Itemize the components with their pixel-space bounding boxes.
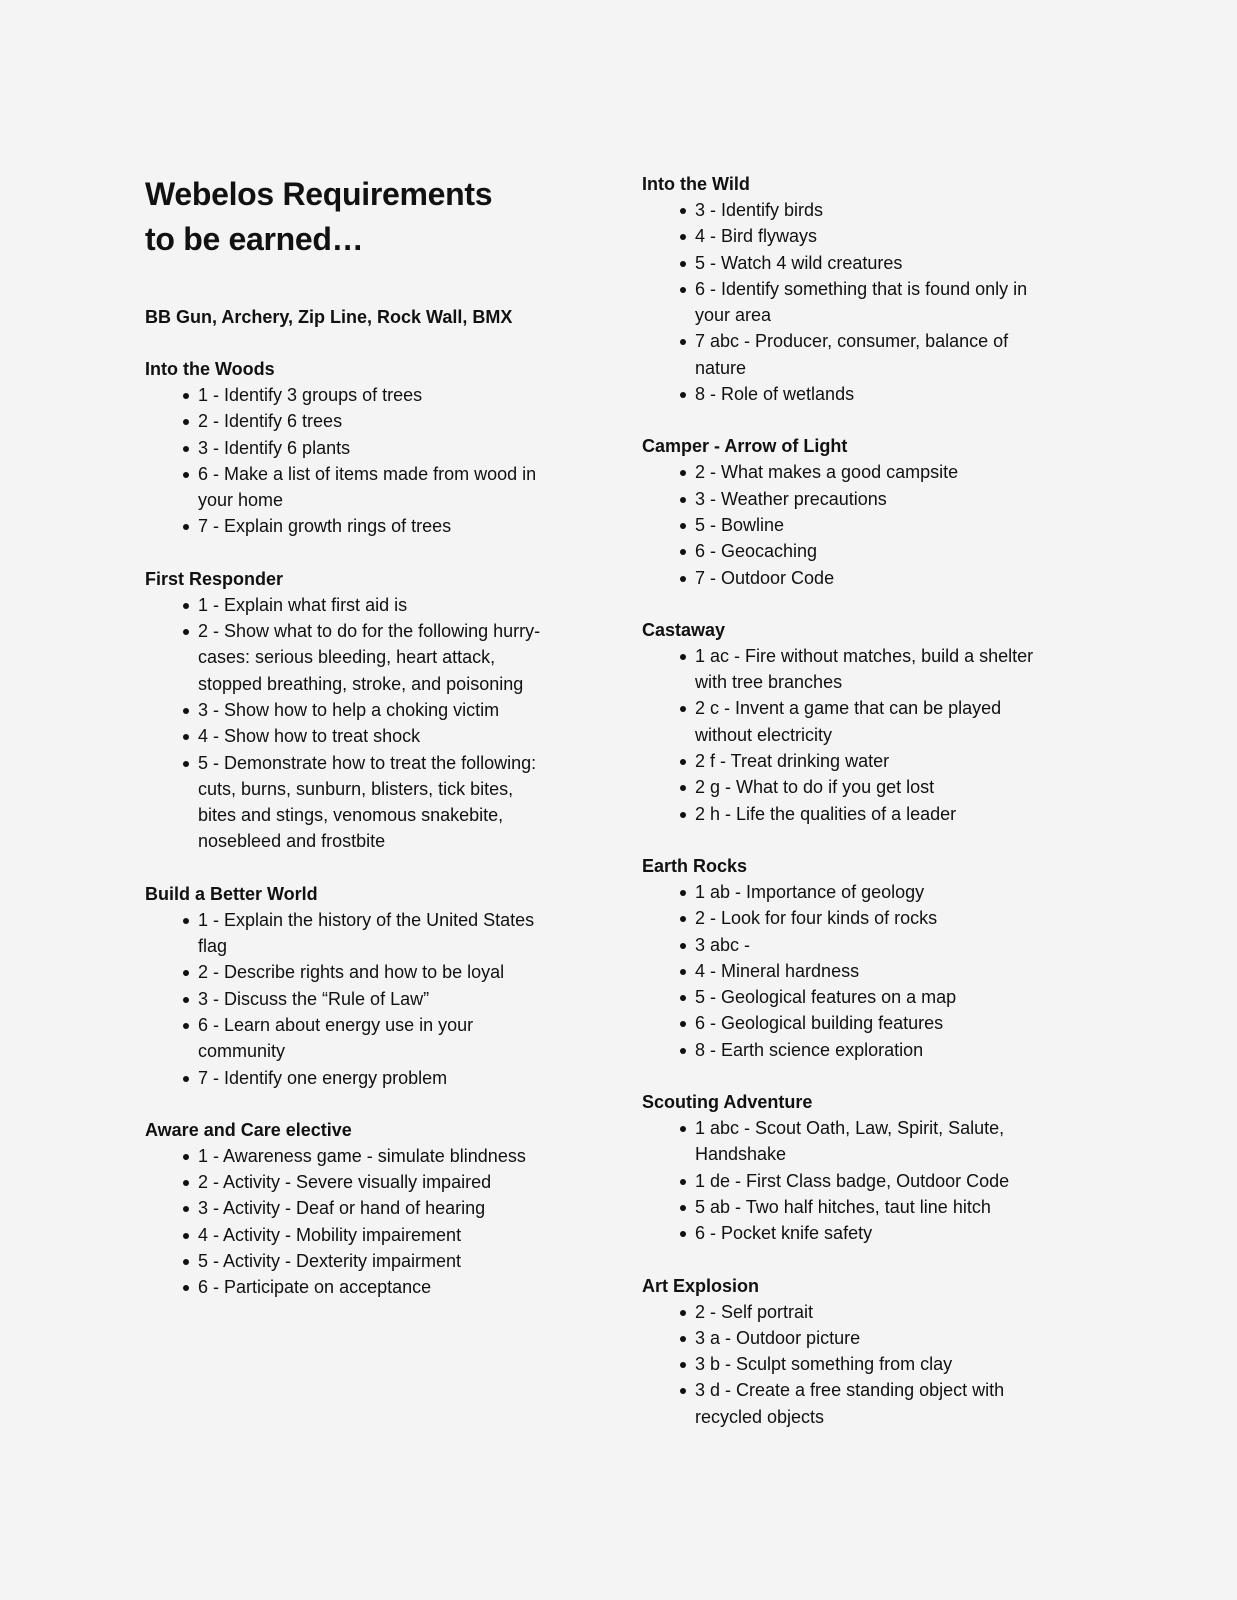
requirement-list xyxy=(642,1299,1062,1430)
requirement-item: 2 - Identify 6 trees xyxy=(198,408,545,434)
requirement-item: 7 - Explain growth rings of trees xyxy=(198,513,545,539)
section-title: Into the Woods xyxy=(145,359,275,379)
requirement-item: 6 - Learn about energy use in your community xyxy=(198,1012,545,1065)
page-title xyxy=(145,172,545,262)
title-line-2: to be earned… xyxy=(145,221,364,257)
section-title: Art Explosion xyxy=(642,1275,760,1296)
requirement-item: 1 - Explain the history of the United States flag xyxy=(198,907,545,960)
activities-heading: BB Gun, Archery, Zip Line, Rock Wall, BMX xyxy=(145,307,513,327)
requirement-item: 2 - Self portrait xyxy=(695,1299,1062,1325)
requirement-list xyxy=(642,459,1062,590)
requirement-item: 8 - Earth science exploration xyxy=(695,1037,1062,1063)
requirement-list xyxy=(642,643,1062,827)
requirement-section xyxy=(642,617,1062,827)
requirement-item: 3 - Identify 6 plants xyxy=(198,435,545,461)
requirement-item: 6 - Participate on acceptance xyxy=(198,1274,545,1300)
right-sections xyxy=(642,171,1062,1456)
requirement-item: 4 - Bird flyways xyxy=(695,223,1062,249)
requirement-item: 6 - Make a list of items made from wood in your home xyxy=(198,461,545,514)
left-sections xyxy=(145,356,545,1327)
requirement-item: 1 - Awareness game - simulate blindness xyxy=(198,1143,545,1169)
requirement-item: 4 - Activity - Mobility impairement xyxy=(198,1222,545,1248)
requirement-section xyxy=(642,1273,1062,1430)
requirement-item: 1 abc - Scout Oath, Law, Spirit, Salute, Handshake xyxy=(695,1115,1062,1168)
requirement-item: 5 - Watch 4 wild creatures xyxy=(695,250,1062,276)
requirement-item: 3 - Identify birds xyxy=(695,197,1062,223)
requirement-item: 2 - Describe rights and how to be loyal xyxy=(198,959,545,985)
title-line-1: Webelos Requirements xyxy=(145,176,493,212)
section-title: Scouting Adventure xyxy=(642,1092,813,1113)
requirement-item: 1 - Explain what first aid is xyxy=(198,592,545,618)
requirement-section xyxy=(145,1117,545,1301)
requirement-item: 2 - Show what to do for the following hurry-cases: serious bleeding, heart attack, stopped breathing, stroke, and poisoning xyxy=(198,618,545,697)
requirement-item: 3 - Discuss the “Rule of Law” xyxy=(198,986,545,1012)
requirement-item: 6 - Identify something that is found only in your area xyxy=(695,276,1062,329)
requirement-list xyxy=(642,1115,1062,1246)
requirement-list xyxy=(145,382,545,540)
requirement-item: 5 - Demonstrate how to treat the following: cuts, burns, sunburn, blisters, tick bites, bites and stings, venomous snakebite, nosebleed and frostbite xyxy=(198,750,545,855)
requirement-item: 2 c - Invent a game that can be played without electricity xyxy=(695,695,1062,748)
section-title: Earth Rocks xyxy=(642,855,748,876)
requirement-item: 2 - Activity - Severe visually impaired xyxy=(198,1169,545,1195)
requirement-item: 2 f - Treat drinking water xyxy=(695,748,1062,774)
requirement-item: 2 - What makes a good campsite xyxy=(695,459,1062,485)
section-title: Aware and Care elective xyxy=(145,1119,352,1140)
section-title: Castaway xyxy=(642,619,726,640)
requirement-list xyxy=(642,879,1062,1063)
requirement-item: 7 - Identify one energy problem xyxy=(198,1065,545,1091)
requirement-section xyxy=(642,433,1062,590)
requirement-item: 3 abc - xyxy=(695,932,1062,958)
requirement-item: 6 - Geocaching xyxy=(695,538,1062,564)
section-title: Into the Wild xyxy=(642,174,750,194)
requirement-list xyxy=(145,592,545,855)
requirement-item: 4 - Mineral hardness xyxy=(695,958,1062,984)
requirement-section xyxy=(145,356,545,540)
requirement-item: 1 ac - Fire without matches, build a shelter with tree branches xyxy=(695,643,1062,696)
requirement-section xyxy=(642,1089,1062,1246)
requirement-item: 5 - Bowline xyxy=(695,512,1062,538)
requirement-item: 8 - Role of wetlands xyxy=(695,381,1062,407)
requirement-item: 2 g - What to do if you get lost xyxy=(695,774,1062,800)
requirement-item: 2 h - Life the qualities of a leader xyxy=(695,801,1062,827)
requirement-item: 3 b - Sculpt something from clay xyxy=(695,1351,1062,1377)
requirement-item: 3 a - Outdoor picture xyxy=(695,1325,1062,1351)
section-title: Build a Better World xyxy=(145,883,318,904)
requirement-section xyxy=(642,171,1062,407)
requirement-item: 4 - Show how to treat shock xyxy=(198,723,545,749)
requirement-section xyxy=(145,881,545,1091)
requirement-item: 3 - Activity - Deaf or hand of hearing xyxy=(198,1195,545,1221)
requirement-item: 6 - Geological building features xyxy=(695,1010,1062,1036)
requirement-item: 5 - Geological features on a map xyxy=(695,984,1062,1010)
requirement-list xyxy=(642,197,1062,407)
section-title: Camper - Arrow of Light xyxy=(642,436,848,457)
requirement-item: 5 ab - Two half hitches, taut line hitch xyxy=(695,1194,1062,1220)
section-title: First Responder xyxy=(145,568,284,589)
requirement-item: 5 - Activity - Dexterity impairment xyxy=(198,1248,545,1274)
requirement-item: 3 d - Create a free standing object with recycled objects xyxy=(695,1377,1062,1430)
requirement-list xyxy=(145,1143,545,1301)
requirement-item: 1 - Identify 3 groups of trees xyxy=(198,382,545,408)
requirement-item: 3 - Weather precautions xyxy=(695,486,1062,512)
requirement-item: 1 ab - Importance of geology xyxy=(695,879,1062,905)
requirement-item: 2 - Look for four kinds of rocks xyxy=(695,905,1062,931)
requirement-item: 1 de - First Class badge, Outdoor Code xyxy=(695,1168,1062,1194)
requirement-item: 3 - Show how to help a choking victim xyxy=(198,697,545,723)
requirement-section xyxy=(145,566,545,855)
requirement-item: 6 - Pocket knife safety xyxy=(695,1220,1062,1246)
requirement-item: 7 abc - Producer, consumer, balance of nature xyxy=(695,328,1062,381)
requirement-item: 7 - Outdoor Code xyxy=(695,565,1062,591)
requirement-section xyxy=(642,853,1062,1063)
requirement-list xyxy=(145,907,545,1091)
